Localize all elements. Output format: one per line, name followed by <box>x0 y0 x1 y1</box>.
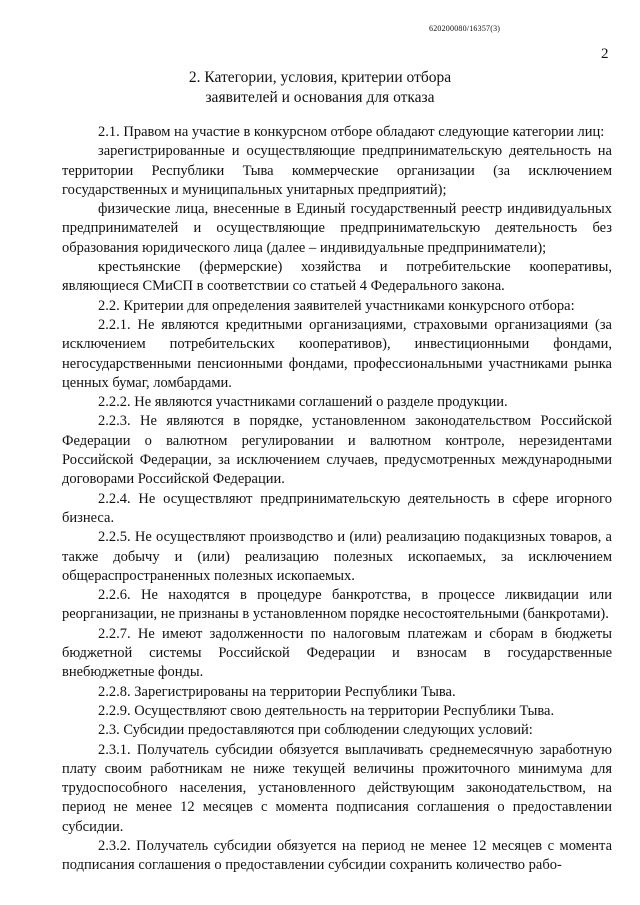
paragraph-2-2-8: 2.2.8. Зарегистрированы на территории Республики Тыва. <box>98 683 456 700</box>
paragraph-2-2-4: 2.2.4. Не осуществляют предпринимательскую деятельность в сфере игорного бизнеса. <box>62 490 612 526</box>
paragraph-2-1: 2.1. Правом на участие в конкурсном отборе обладают следующие категории лиц: <box>98 124 605 140</box>
section-title <box>0 68 640 108</box>
paragraph-2-3: 2.3. Субсидии предоставляются при соблюдении следующих условий: <box>98 722 533 739</box>
section-title-line-2: заявителей и основания для отказа <box>205 89 435 106</box>
section-title-line-1: 2. Категории, условия, критерии отбора <box>188 69 452 86</box>
paragraph-2-2-2: 2.2.2. Не являются участниками соглашений о разделе продукции. <box>98 394 508 411</box>
paragraph-2-2-3: 2.2.3. Не являются в порядке, установленном законодательством Российской Федерации о валютном регулировании и валютном контроле, нерезидентами Российской Федерации, за исключением случаев, предусмотренных международными договорами Российской Федерации. <box>62 413 612 488</box>
document-id: 620200080/16357(3) <box>429 24 501 33</box>
paragraph-category-individuals: физические лица, внесенные в Единый государственный реестр индивидуальных предпринимателей и осуществляющие предпринимательскую деятельность без образования юридического лица (далее – индивидуальные предприниматели); <box>62 201 612 256</box>
paragraph-category-farms: крестьянские (фермерские) хозяйства и потребительские кооперативы, являющиеся СМиСП в соответствии со статьей 4 Федерального закона. <box>62 259 612 295</box>
page-number: 2 <box>601 46 609 62</box>
paragraph-2-2: 2.2. Критерии для определения заявителей участниками конкурсного отбора: <box>98 297 575 314</box>
paragraph-2-2-5: 2.2.5. Не осуществляют производство и (или) реализацию подакцизных товаров, а также добычу и (или) реализацию полезных ископаемых, за исключением общераспространенных полезных ископаемых. <box>62 529 612 584</box>
paragraph-2-2-9: 2.2.9. Осуществляют свою деятельность на территории Республики Тыва. <box>98 702 555 719</box>
paragraph-2-3-2: 2.3.2. Получатель субсидии обязуется на период не менее 12 месяцев с момента подписания соглашения о предоставлении субсидии сохранить количество рабо- <box>62 837 612 874</box>
paragraph-2-2-6: 2.2.6. Не находятся в процедуре банкротства, в процессе ликвидации или реорганизации, не признаны в установленном порядке несостоятельными (банкротами). <box>62 587 612 623</box>
paragraph-2-2-7: 2.2.7. Не имеют задолженности по налоговым платежам и сборам в бюджеты бюджетной системы Российской Федерации и взносам в государственные внебюджетные фонды. <box>62 625 612 681</box>
paragraph-2-2-1: 2.2.1. Не являются кредитными организациями, страховыми организациями (за исключением потребительских кооперативов), инвестиционными фондами, негосударственными пенсионными фондами, профессиональными участниками рынка ценных бумаг, ломбардами. <box>62 316 612 391</box>
paragraph-category-organizations: зарегистрированные и осуществляющие предпринимательскую деятельность на территории Республики Тыва коммерческие организации (за исключением государственных и муниципальных унитарных предприятий); <box>62 143 612 198</box>
document-body <box>62 123 612 876</box>
paragraph-2-3-1: 2.3.1. Получатель субсидии обязуется выплачивать среднемесячную заработную плату своим работникам не ниже текущей величины прожиточного минимума для трудоспособного населения, установленного действующим законодательством, на период не менее 12 месяцев с момента подписания соглашения о предоставлении субсидии. <box>62 741 612 835</box>
